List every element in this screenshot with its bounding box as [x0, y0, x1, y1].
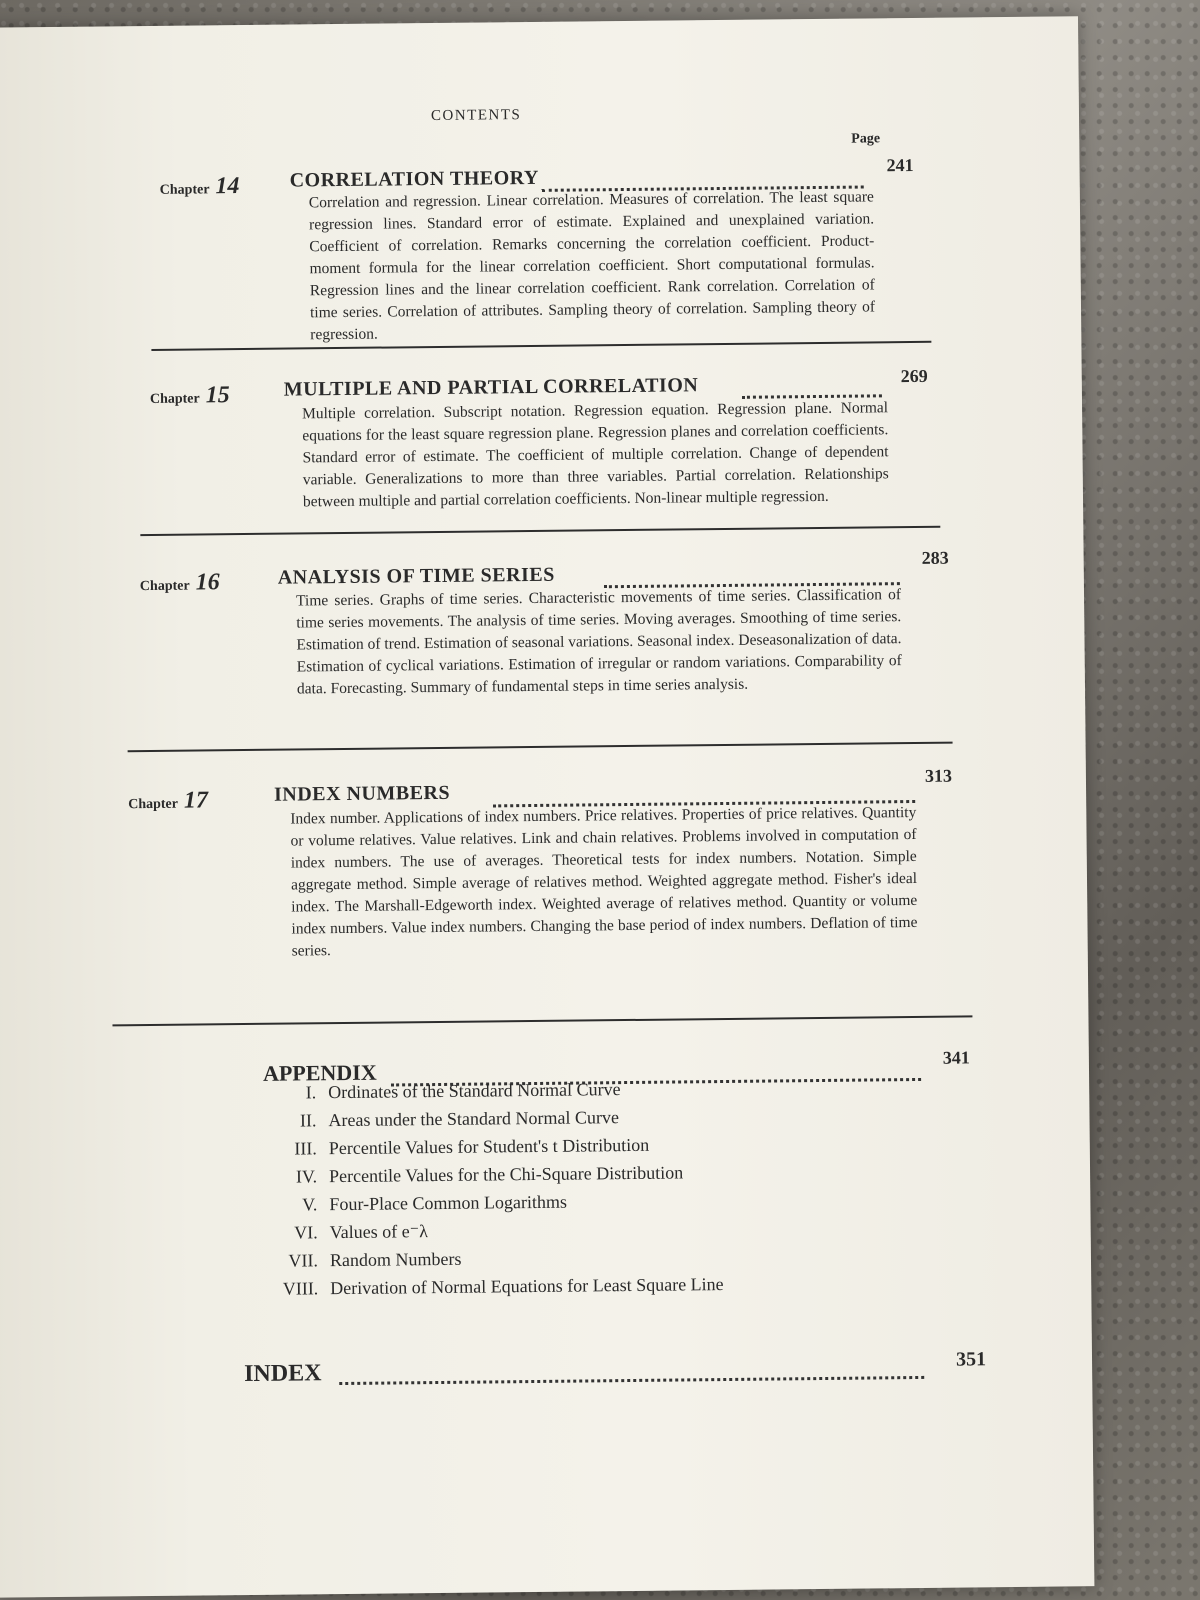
chapter-word: Chapter: [149, 391, 200, 407]
appendix-item-text: Random Numbers: [329, 1248, 462, 1271]
chapter-description: Index number. Applications of index numbers. Price relatives. Properties of price relatives. Quantity or volume relatives. Value relatives. Link and chain relatives. Problems involved in computation of index numbers. The use of averages. Theoretical tests for index numbers. Notation. Simple aggregate method. Simple average of relatives method. Weighted aggregate method. Fisher's ideal index. The Marshall-Edgeworth index. Weighted average of relatives method. Quantity or volume index numbers. Value index numbers. Changing the base period of index numbers. Deflation of time series.: [290, 803, 918, 960]
chapter-description: Multiple correlation. Subscript notation. Regression equation. Regression plane. Normal equations for the least square regression plane. Regression planes and correlation coefficients. Standard error of estimate. The coefficient of multiple correlation. Change of dependent variable. Generalizations to more than three variables. Partial correlation. Relationships between multiple and partial correlation coefficients. Non-linear multiple regression.: [302, 399, 889, 511]
book-page: [0, 16, 1094, 1597]
index-title: INDEX: [244, 1360, 322, 1388]
chapter-number: 16: [195, 569, 220, 596]
appendix-item-number: II.: [299, 1110, 317, 1131]
appendix-item-number: I.: [305, 1082, 317, 1103]
chapter-title: INDEX NUMBERS: [273, 781, 451, 806]
chapter-description: Time series. Graphs of time series. Characteristic movements of time series. Classification of time series movements. The analysis of time series. Moving averages. Smoothing of time series. Estimation of trend. Estimation of seasonal variations. Seasonal index. Deseasonalization of data. Estimation of cyclical variations. Estimation of irregular or random variations. Comparability of data. Forecasting. Summary of fundamental steps in time series analysis.: [295, 586, 902, 698]
appendix-item-number: IV.: [295, 1166, 318, 1187]
chapter-page-number: 269: [900, 365, 928, 387]
appendix-item-number: VI.: [294, 1222, 318, 1243]
chapter-description: Correlation and regression. Linear correlation. Measures of correlation. The least square regression lines. Standard error of estimate. Explained and unexplained variation. Coefficient of correlation. Remarks concerning the correlation coefficient. Product-moment formula for the linear correlation coefficient. Short computational formulas. Regression lines and the linear correlation coefficient. Rank correlation. Correlation of time series. Correlation of attributes. Sampling theory of correlation. Sampling theory of regression.: [308, 188, 876, 344]
chapter-page-number: 241: [886, 154, 914, 176]
chapter-word: Chapter: [159, 182, 210, 198]
chapter-title: ANALYSIS OF TIME SERIES: [277, 563, 555, 589]
appendix-item-text: Values of e⁻λ: [329, 1221, 428, 1243]
chapter-word: Chapter: [139, 578, 190, 595]
appendix-item-text: Four-Place Common Logarithms: [329, 1191, 568, 1215]
chapter-leader-dots: [742, 382, 882, 398]
appendix-title: APPENDIX: [262, 1059, 377, 1086]
appendix-item-text: Ordinates of the Standard Normal Curve: [328, 1079, 621, 1103]
chapter-label: [128, 787, 208, 815]
appendix-item-text: Percentile Values for the Chi-Square Distribution: [328, 1162, 684, 1187]
chapter-label: [160, 173, 240, 201]
chapter-page-number: 283: [921, 547, 949, 568]
chapter-label: [150, 382, 230, 410]
section-divider: [140, 526, 940, 536]
index-page-number: 351: [955, 1348, 987, 1371]
appendix-page-number: 341: [942, 1047, 970, 1068]
chapter-number: 17: [183, 787, 209, 814]
appendix-item-text: Derivation of Normal Equations for Least Square Line: [330, 1274, 724, 1299]
appendix-list: [256, 1072, 878, 1302]
appendix-item-text: Areas under the Standard Normal Curve: [328, 1107, 619, 1131]
chapter-page-number: 313: [924, 765, 953, 786]
chapter-number: 15: [205, 382, 230, 409]
section-divider: [128, 742, 953, 753]
appendix-item-number: VII.: [288, 1250, 319, 1271]
appendix-item-number: V.: [302, 1194, 318, 1215]
chapter-title: MULTIPLE AND PARTIAL CORRELATION: [283, 374, 699, 401]
index-leader-dots: [339, 1364, 924, 1385]
appendix-item-number: VIII.: [282, 1278, 319, 1299]
chapter-label: [140, 569, 220, 597]
appendix-item-number: III.: [294, 1138, 317, 1159]
page-content: [0, 16, 1094, 1597]
appendix-item-text: Percentile Values for Student's t Distribution: [328, 1134, 650, 1159]
chapter-title: CORRELATION THEORY: [289, 166, 540, 192]
page-column-label: Page: [851, 131, 881, 147]
page-header: CONTENTS: [430, 107, 522, 125]
section-divider: [112, 1015, 972, 1026]
chapter-word: Chapter: [128, 796, 179, 813]
chapter-number: 14: [215, 173, 240, 200]
appendix-item: [258, 1268, 878, 1302]
